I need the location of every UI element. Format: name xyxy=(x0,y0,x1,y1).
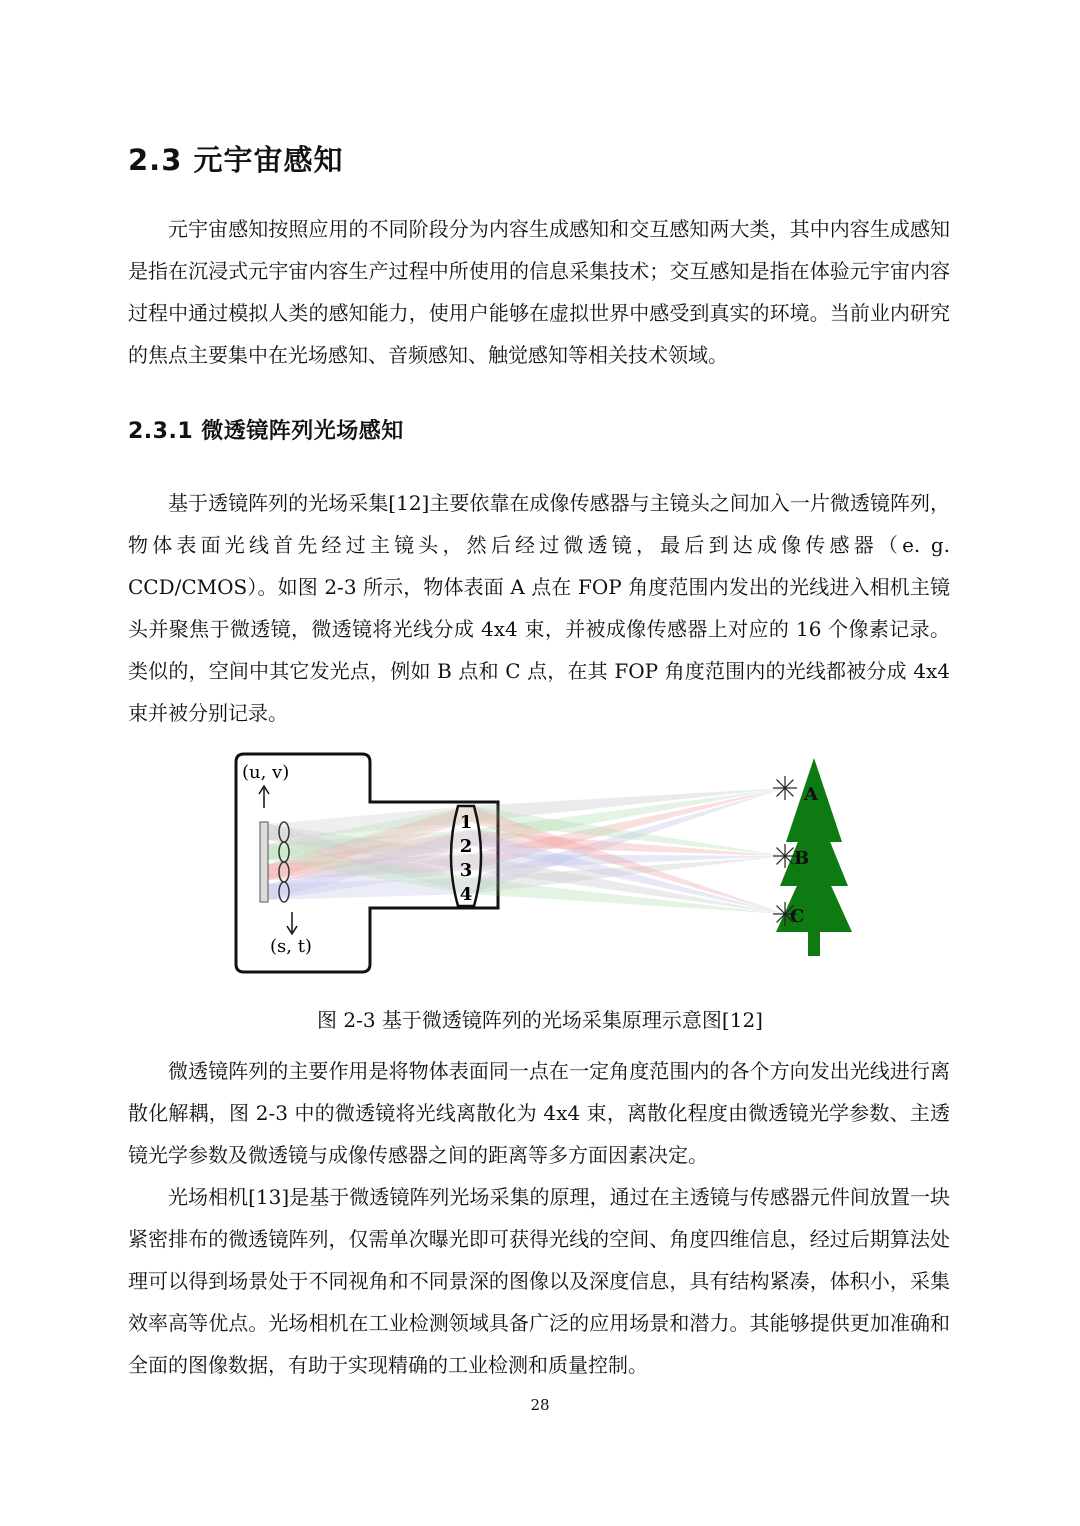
emission-ray-icon xyxy=(777,780,785,788)
st-label: (s, t) xyxy=(270,936,312,957)
uv-label: (u, v) xyxy=(242,762,290,783)
lens-number-2: 2 xyxy=(459,836,473,857)
point-label-b: B xyxy=(794,848,810,869)
emission-ray-icon xyxy=(777,848,785,856)
lens-number-4: 4 xyxy=(459,884,473,905)
ray-bundle xyxy=(470,878,785,914)
emission-ray-icon xyxy=(785,788,793,796)
point-label-c: C xyxy=(790,906,805,927)
paragraph-2 xyxy=(128,482,950,734)
paragraph-3 xyxy=(128,1050,950,1176)
page-number: 28 xyxy=(530,1396,550,1414)
lens-number-1: 1 xyxy=(459,812,473,833)
paragraph-4 xyxy=(128,1176,950,1386)
image-sensor xyxy=(260,822,268,902)
emission-ray-icon xyxy=(785,780,793,788)
paragraph-1-text: 元宇宙感知按照应用的不同阶段分为内容生成感知和交互感知两大类，其中内容生成感知是指在沉浸式元宇宙内容生产过程中所使用的信息采集技术；交互感知是指在体验元宇宙内容过程中通过模拟人类的感知能力，使用户能够在虚拟世界中感受到真实的环境。当前业内研究的焦点主要集中在光场感知、音频感知、触觉感知等相关技术领域。 xyxy=(128,217,950,367)
light-field-diagram xyxy=(230,752,852,978)
emission-ray-icon xyxy=(777,856,785,864)
point-label-a: A xyxy=(804,784,818,805)
lens-number-3: 3 xyxy=(459,860,473,881)
section-heading: 2.3 元宇宙感知 xyxy=(128,143,344,177)
paragraph-1 xyxy=(128,208,950,376)
emission-ray-icon xyxy=(785,848,793,856)
paragraph-4-text: 光场相机[13]是基于微透镜阵列光场采集的原理，通过在主透镜与传感器元件间放置一块紧密排布的微透镜阵列，仅需单次曝光即可获得光线的空间、角度四维信息，经过后期算法处理可以得到场景处于不同视角和不同景深的图像以及深度信息，具有结构紧凑，体积小，采集效率高等优点。光场相机在工业检测领域具备广泛的应用场景和潜力。其能够提供更加准确和全面的图像数据，有助于实现精确的工业检测和质量控制。 xyxy=(128,1185,950,1377)
paragraph-3-text: 微透镜阵列的主要作用是将物体表面同一点在一定角度范围内的各个方向发出光线进行离散化解耦，图 2-3 中的微透镜将光线离散化为 4x4 束，离散化程度由微透镜光学参数、主透镜光学参数及微透镜与成像传感器之间的距离等多方面因素决定。 xyxy=(128,1059,950,1167)
paragraph-2-text: 基于透镜阵列的光场采集[12]主要依靠在成像传感器与主镜头之间加入一片微透镜阵列，物体表面光线首先经过主镜头，然后经过微透镜，最后到达成像传感器（e. g. CCD/CMOS）。如图 2-3 所示，物体表面 A 点在 FOP 角度范围内发出的光线进入相机主镜头并聚焦于微透镜，微透镜将光线分成 4x4 束，并被成像传感器上对应的 16 个像素记录。类似的，空间中其它发光点，例如 B 点和 C 点，在其 FOP 角度范围内的光线都被分成 4x4 束并被分别记录。 xyxy=(128,491,950,725)
subsection-heading: 2.3.1 微透镜阵列光场感知 xyxy=(128,419,404,444)
figure-caption: 图 2-3 基于微透镜阵列的光场采集原理示意图[12] xyxy=(317,1008,763,1032)
